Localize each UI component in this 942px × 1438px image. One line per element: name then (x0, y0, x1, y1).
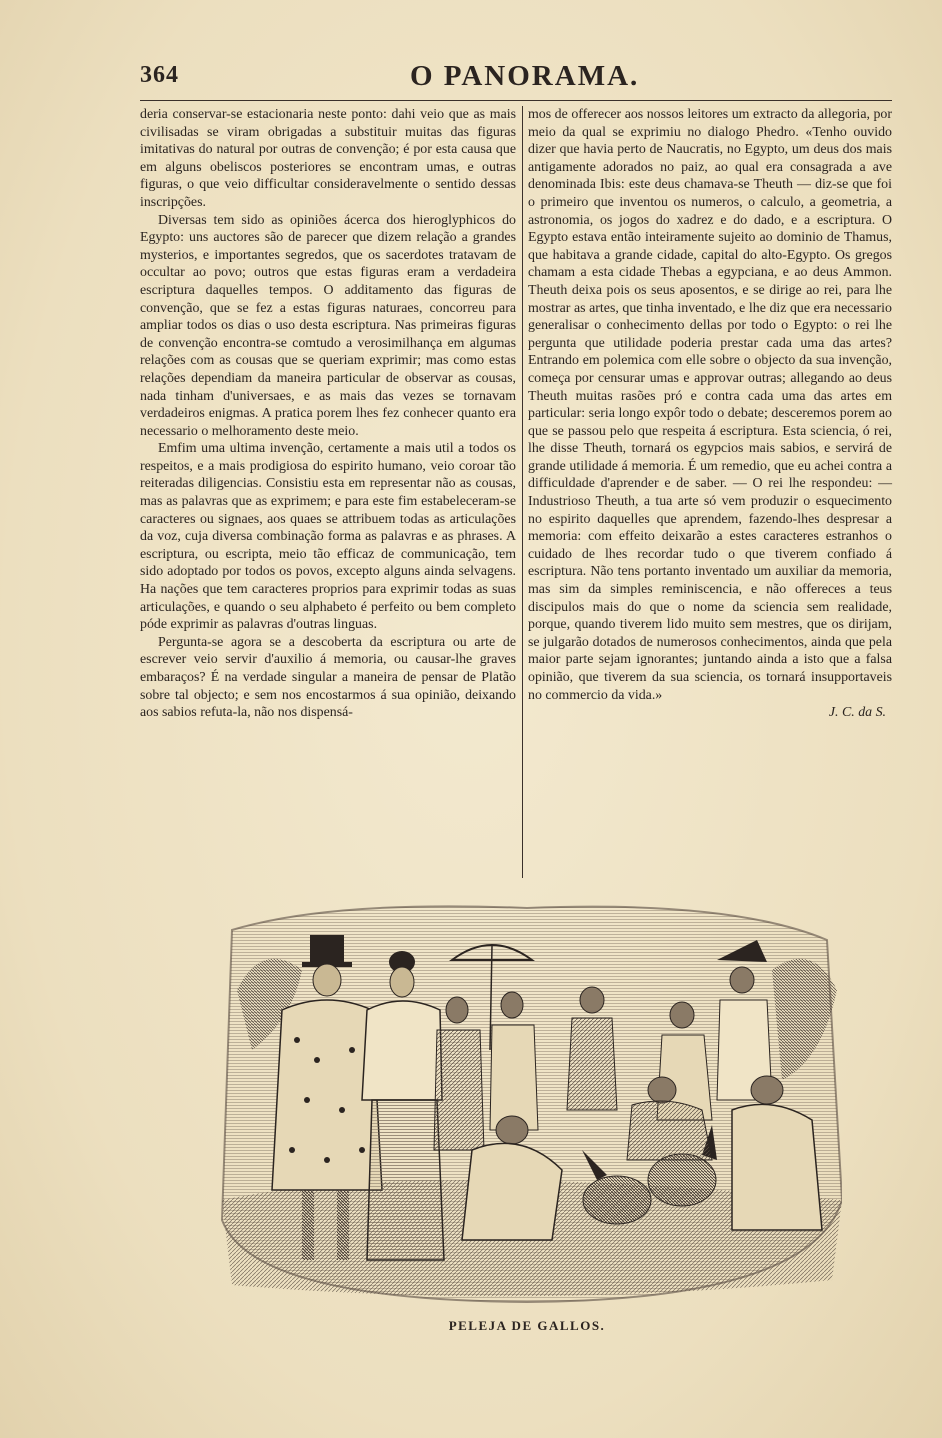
page-number: 364 (140, 62, 179, 88)
column-divider (522, 106, 523, 878)
paragraph: Diversas tem sido as opiniões ácerca dos hieroglyphicos do Egypto: uns auctores são de parecer que dizem relação a grandes mysterios, e importantes segredos, que os sacerdotes tratavam de occultar ao povo; outros que estas figuras eram a verdadeira escriptura daquelles tempos. O additamento das figuras de convenção, que se fez a estas figuras naturaes, concorreu para ampliar todos os dias o uso desta escriptura. Nas primeiras figuras de convenção encontra-se comtudo a verosimilhança em algumas relações com as cousas que se queriam exprimir; mas como estas relações dependiam da maneira particular de observar as cousas, nada tinham d'universaes, e as mais das vezes se tornavam verdadeiros enigmas. A pratica porem lhes fez conhecer quanto era necessario o melhoramento deste meio. (140, 212, 516, 439)
paragraph: Emfim uma ultima invenção, certamente a mais util a todos os respeitos, e a mais prodigiosa do espirito humano, veio coroar tão reiteradas diligencias. Consistiu esta em representar não as cousas, mas as palavras que as exprimem; e para este fim estabeleceram-se caracteres ou signaes, aos quaes se attribuem todas as articulações da voz, cuja diversa combinação forma as palavras e as phrases. A escriptura, ou escripta, meio tão efficaz de communicação, tem sido adoptado por todos os povos, excepto alguns ainda selvagens. Ha nações que tem caracteres proprios para exprimir todas as suas articulações, e quando o seu alphabeto é perfeito ou bem completo póde exprimir as palavras d'outras linguas. (140, 441, 516, 633)
page-header (140, 62, 892, 102)
engraving-illustration (212, 900, 842, 1308)
author-signature: J. C. da S. (828, 705, 886, 721)
paragraph: Pergunta-se agora se a descoberta da escriptura ou arte de escrever veio servir d'auxilio á memoria, ou causar-lhe graves embaraços? É na verdade singular a maneira de pensar de Platão sobre tal objecto; e sem nos encostarmos á sua opinião, deixando aos sabios refuta-la, não nos dispensá- (140, 634, 516, 721)
journal-title: O PANORAMA. (410, 60, 640, 92)
header-rule (140, 100, 892, 101)
paragraph: mos de offerecer aos nossos leitores um extracto da allegoria, por meio da qual se exprimiu no dialogo Phedro. «Tenho ouvido dizer que havia perto de Naucratis, no Egypto, um deus dos mais antigamente adorados no paiz, ao qual era consagrada a ave denominada Ibis: este deus chamava-se Theuth — diz-se que foi o primeiro que inventou os numeros, o calculo, a geometria, a astronomia, os jogos do xadrez e do dado, e a escriptura. O Egypto estava então inteiramente sujeito ao dominio de Thamus, que habitava a grande cidade, capital do alto-Egypto. Os gregos chamam a esta cidade Thebas a egypciana, e ao deus Ammon. Theuth deixa pois os seus aposentos, e se dirige ao rei, para lhe mostrar as artes, que tinha inventado, e lhe diz que era necessario generalisar o conhecimento dellas por todo o Egypto: o rei lhe pergunta que utilidade poderia prestar cada uma das artes? Entrando em polemica com elle sobre o objecto da sua invenção, começa por censurar umas e approvar outras; allegando ao deus Theuth muitas rasões pró e contra cada uma das artes em particular: seria longo expôr todo o debate; desceremos porem ao que se passou pelo que respeita á escriptura. Esta sciencia, ó rei, lhe disse Theuth, tornará os egypcios mais sabios, e servirá de grande utilidade á memoria. É um remedio, que eu achei contra a difficuldade d'aprender e de saber. — O rei lhe respondeu: — Industrioso Theuth, a tua arte só vem produzir o esquecimento no espirito daquelles que aprendem, fazendo-lhes despresar a memoria: com effeito deixarão a estes caracteres estranhos o cuidado de lhes recordar tudo o que tiverem confiado á escriptura. Não tens portanto inventado um auxiliar da memoria, mas sim da simples reminiscencia, e não offereces a teus discipulos mais do que o nome da sciencia sem realidade, porque, quando tiverem lido muito sem mestres, que os dirijam, se julgarão dotados de numerosos conhecimentos, ainda que pela maior parte sejam ignorantes; juntando ainda a isto que a falsa opinião, que tiverem da sua sciencia, os tornará insupportaveis no commercio da vida.» (528, 107, 892, 703)
figure-caption: PELEJA DE GALLOS. (448, 1318, 606, 1333)
left-column (140, 106, 516, 722)
paragraph: deria conservar-se estacionaria neste ponto: dahi veio que as mais civilisadas se viram obrigadas a substituir muitas das figuras imitativas do natural por outras de convenção; é por esta causa que em alguns obeliscos posteriores se encontram umas, e outras figuras, o que veio difficultar consideravelmente o sentido dessas inscripções. (140, 107, 516, 210)
right-column (528, 106, 892, 722)
